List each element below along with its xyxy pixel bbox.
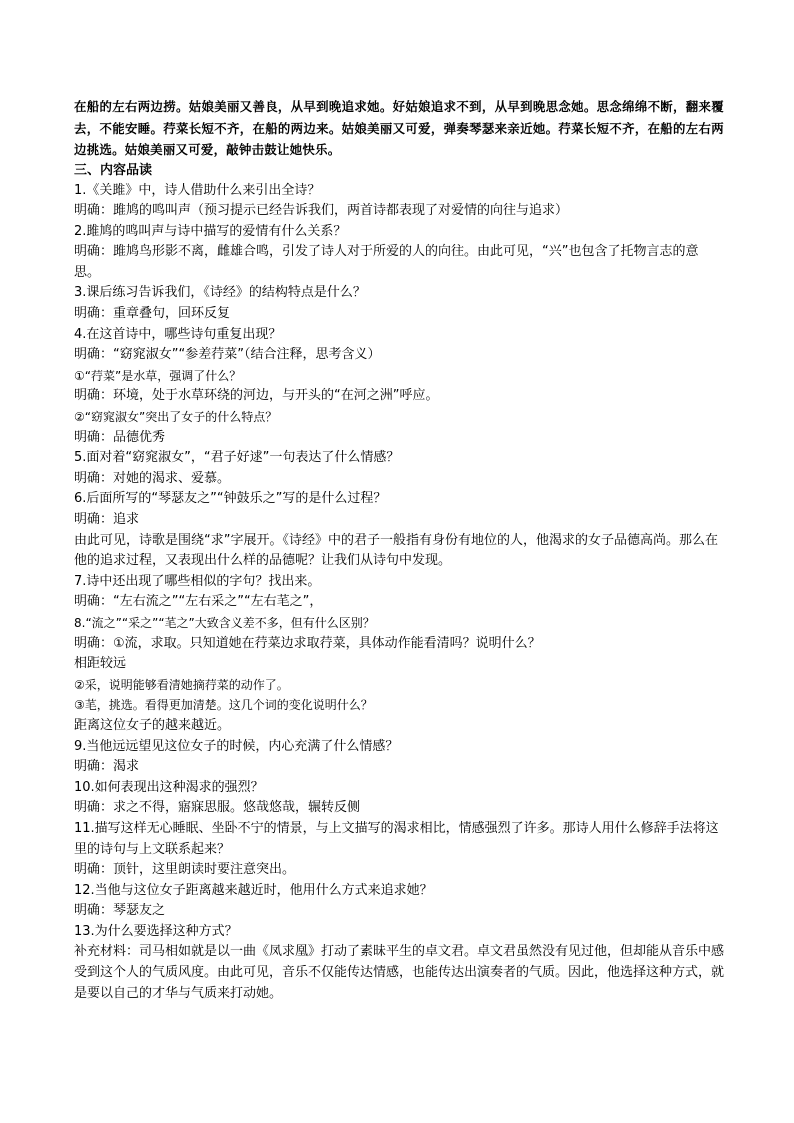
answer: 明确：顶针，这里朗读时要注意突出。 (74, 862, 296, 878)
section-title: 三、内容品读 (74, 162, 153, 178)
qa-list (74, 181, 724, 1005)
question: 5.面对着“窈窕淑女”，“君子好逑”一句表达了什么情感？ (74, 450, 400, 466)
question: 1.《关雎》中，诗人借助什么来引出全诗？ (74, 182, 321, 198)
answer-note: 距离这位女子的越来越近。 (74, 717, 231, 733)
answer: 明确：琴瑟友之 (74, 903, 166, 919)
sub-question: ①“荇菜”是水草，强调了什么？ (74, 368, 242, 383)
answer: 明确：“左右流之”“左右采之”“左右芼之”， (74, 594, 323, 610)
answer: 明确：“窈窕淑女”“参差荇菜”（结合注释，思考含义） (74, 347, 381, 363)
question: 4.在这首诗中，哪些诗句重复出现？ (74, 326, 282, 342)
answer: 明确：渴求 (74, 759, 140, 775)
question: 13.为什么要选择这种方式？ (74, 923, 238, 939)
sub-question: ②“窈窕淑女”突出了女子的什么特点？ (74, 410, 278, 425)
answer: 明确：环境，处于水草环绕的河边，与开头的“在河之洲”呼应。 (74, 388, 439, 404)
answer: 明确：①流，求取。只知道她在荇菜边求取荇菜，具体动作能看清吗？说明什么？ (74, 635, 541, 651)
answer: 明确：对她的渴求、爱慕。 (74, 470, 231, 486)
question: 8.“流之”“采之”“芼之”大致含义差不多，但有什么区别？ (74, 615, 375, 630)
answer: 明确：雎鸠的鸣叫声（预习提示已经告诉我们，两首诗都表现了对爱情的向往与追求） (74, 203, 569, 219)
document-body (74, 96, 724, 1004)
question: 11.描写这样无心睡眠、坐卧不宁的情景，与上文描写的渴求相比，情感强烈了许多。那诗人用什么修辞手法将这里的诗句与上文联系起来？ (74, 820, 719, 857)
question: 2.雎鸠的鸣叫声与诗中描写的爱情有什么关系？ (74, 223, 347, 239)
answer-note: 相距较远 (74, 656, 127, 672)
answer: 明确：追求 (74, 512, 140, 527)
question: 9.当他远远望见这位女子的时候，内心充满了什么情感？ (74, 738, 399, 754)
question: 10.如何表现出这种渴求的强烈？ (74, 779, 264, 795)
answer-note: ②采，说明能够看清她摘荇菜的动作了。 (74, 677, 289, 692)
supplementary-material: 补充材料：司马相如就是以一曲《凤求凰》打动了素昧平生的卓文君。卓文君虽然没有见过他，但却能从音乐中感受到这个人的气质风度。由此可见，音乐不仅能传达情感，也能传达出演奏者的气质。因此，他选择这种方式，就是要以自己的才华与气质来打动她。 (74, 944, 725, 1001)
explanation: 由此可见，诗歌是围绕“求”字展开。《诗经》中的君子一般指有身份有地位的人，他渴求的女子品德高尚。那么在他的追求过程，又表现出什么样的品德呢？让我们从诗句中发现。 (74, 532, 718, 569)
answer: 明确：重章叠句，回环反复 (74, 306, 231, 322)
question: 12.当他与这位女子距离越来越近时，他用什么方式来追求她？ (74, 882, 433, 898)
translation-paragraph: 在船的左右两边捞。姑娘美丽又善良，从早到晚追求她。好姑娘追求不到，从早到晚思念她。思念绵绵不断，翻来覆去，不能安睡。荇菜长短不齐，在船的两边来。姑娘美丽又可爱，弹奏琴瑟来亲近她。荇菜长短不齐，在船的左右两边挑选。姑娘美丽又可爱，敲钟击鼓让她快乐。 (74, 99, 724, 157)
answer-note: ③芼，挑选。看得更加清楚。这几个词的变化说明什么？ (74, 698, 373, 713)
answer: 明确：求之不得，寤寐思服。悠哉悠哉，辗转反侧 (74, 800, 361, 816)
question: 3.课后练习告诉我们，《诗经》的结构特点是什么？ (74, 285, 366, 301)
question: 6.后面所写的“琴瑟友之”“钟鼓乐之”写的是什么过程？ (74, 491, 387, 507)
question: 7.诗中还出现了哪些相似的字句？找出来。 (74, 573, 321, 589)
answer: 明确：雎鸠鸟形影不离，雌雄合鸣，引发了诗人对于所爱的人的向往。由此可见，“兴”也包含了托物言志的意思。 (74, 244, 699, 280)
answer: 明确：品德优秀 (74, 429, 166, 445)
